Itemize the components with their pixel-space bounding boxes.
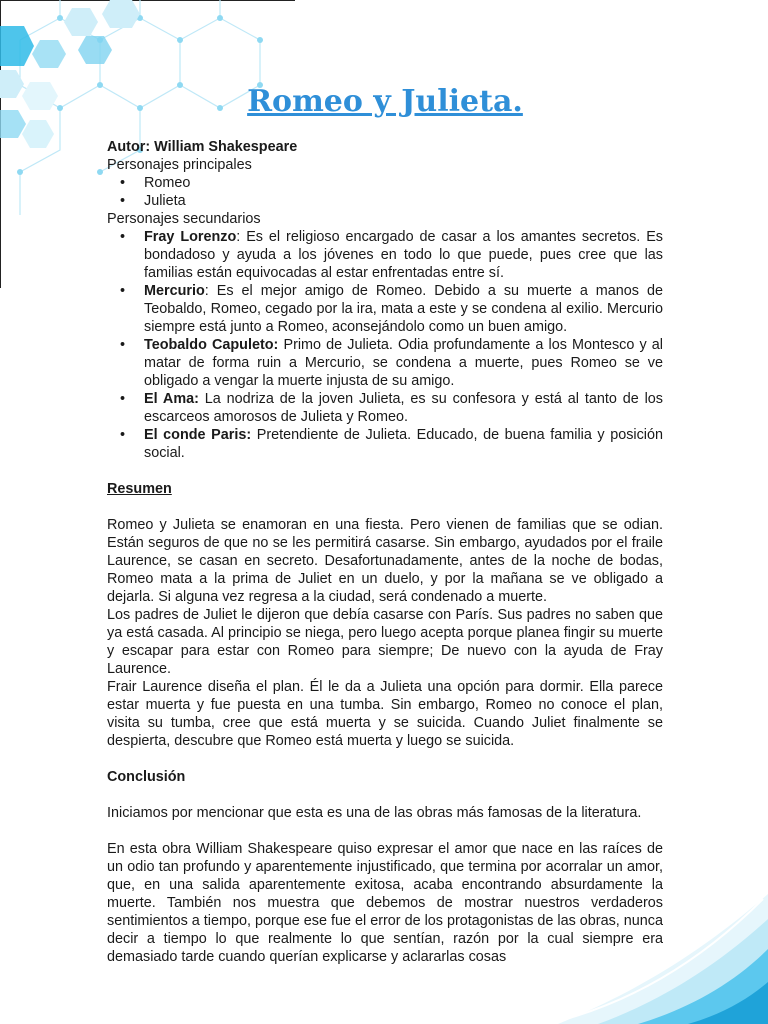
character-name: El conde Paris:	[144, 427, 252, 443]
character-description: Primo de Julieta. Odia profundamente a los Montesco y al matar de forma ruin a Mercurio, se condena a muerte, pues Romeo se ve obligado a vengar la muerte injusta de su amigo.	[144, 337, 663, 389]
list-item	[107, 390, 663, 426]
conclusion-heading: Conclusión	[107, 769, 186, 785]
list-item	[107, 228, 663, 282]
character-name: Mercurio	[144, 283, 205, 299]
list-item	[107, 336, 663, 390]
summary-paragraph: Frair Laurence diseña el plan. Él le da a Julieta una opción para dormir. Ella parece estar muerta y fue puesta en una tumba. Sin embargo, Romeo no conoce el plan, visita su tumba, cree que está muerta y se suicida. Cuando Juliet finalmente se despierta, descubre que Romeo está muerta y luego se suicida.	[107, 679, 663, 749]
character-name: Fray Lorenzo	[144, 229, 237, 245]
character-name: Teobaldo Capuleto:	[144, 337, 279, 353]
character-description: : Es el mejor amigo de Romeo. Debido a su muerte a manos de Teobaldo, Romeo, cegado por la ira, mata a este y se condena al exilio. Mercurio siempre está junto a Romeo, aconsejándolo como un buen amigo.	[144, 283, 663, 335]
list-item	[107, 282, 663, 336]
character-name: El Ama:	[144, 391, 199, 407]
summary-paragraph: Romeo y Julieta se enamoran en una fiesta. Pero vienen de familias que se odian. Están seguros de que no se les permitirá casarse. Sin embargo, ayudados por el fraile Laurence, se casan en secreto. Desafortunadamente, antes de la noche de bodas, Romeo mata a la prima de Juliet en un duelo, y por la mañana se ve obligado a dejarla. Si alguna vez regresa a la ciudad, será condenado a muerte.	[107, 517, 663, 605]
character-description: La nodriza de la joven Julieta, es su confesora y está al tanto de los escarceos amorosos de Julieta y Romeo.	[144, 391, 664, 425]
document-page	[107, 80, 663, 966]
list-item: • Romeo	[107, 174, 663, 192]
character-description: : Es el religioso encargado de casar a los amantes secretos. Es bondadoso y ayuda a los jóvenes en todo lo que puede, pues cree que las familias están equivocadas al estar enfrentadas entre sí.	[144, 229, 663, 281]
main-characters-list	[107, 174, 663, 210]
conclusion-paragraph: Iniciamos por mencionar que esta es una de las obras más famosas de la literatura.	[107, 805, 642, 821]
document-title: Romeo y Julieta.	[247, 84, 523, 119]
conclusion-paragraph: En esta obra William Shakespeare quiso expresar el amor que nace en las raíces de un odio tan profundo y aparentemente injustificado, que termina por acorralar un amor, que, en una salida aparentemente exitosa, acaba encontrando absurdamente la muerte. También nos muestra que debemos de mostrar nuestros verdaderos sentimientos a tiempo, porque ese fue el error de los protagonistas de las obras, nunca decir a tiempo lo que realmente lo que sentían, razón por la cual siempre era demasiado tarde cuando querían explicarse y aclararlas cosas	[107, 841, 663, 965]
list-item	[107, 426, 663, 462]
author-line: Autor: William Shakespeare	[107, 139, 298, 155]
main-characters-heading: Personajes principales	[107, 157, 252, 173]
secondary-characters-heading: Personajes secundarios	[107, 211, 261, 227]
list-item: • Julieta	[107, 192, 663, 210]
summary-paragraph: Los padres de Juliet le dijeron que debía casarse con París. Sus padres no saben que ya está casada. Al principio se niega, pero luego acepta porque planea fingir su muerte y escapar para estar con Romeo para siempre; De nuevo con la ayuda de Fray Laurence.	[107, 607, 663, 677]
character-description: Pretendiente de Julieta. Educado, de buena familia y posición social.	[144, 427, 663, 461]
summary-heading: Resumen	[107, 481, 172, 497]
secondary-characters-list	[107, 228, 663, 462]
